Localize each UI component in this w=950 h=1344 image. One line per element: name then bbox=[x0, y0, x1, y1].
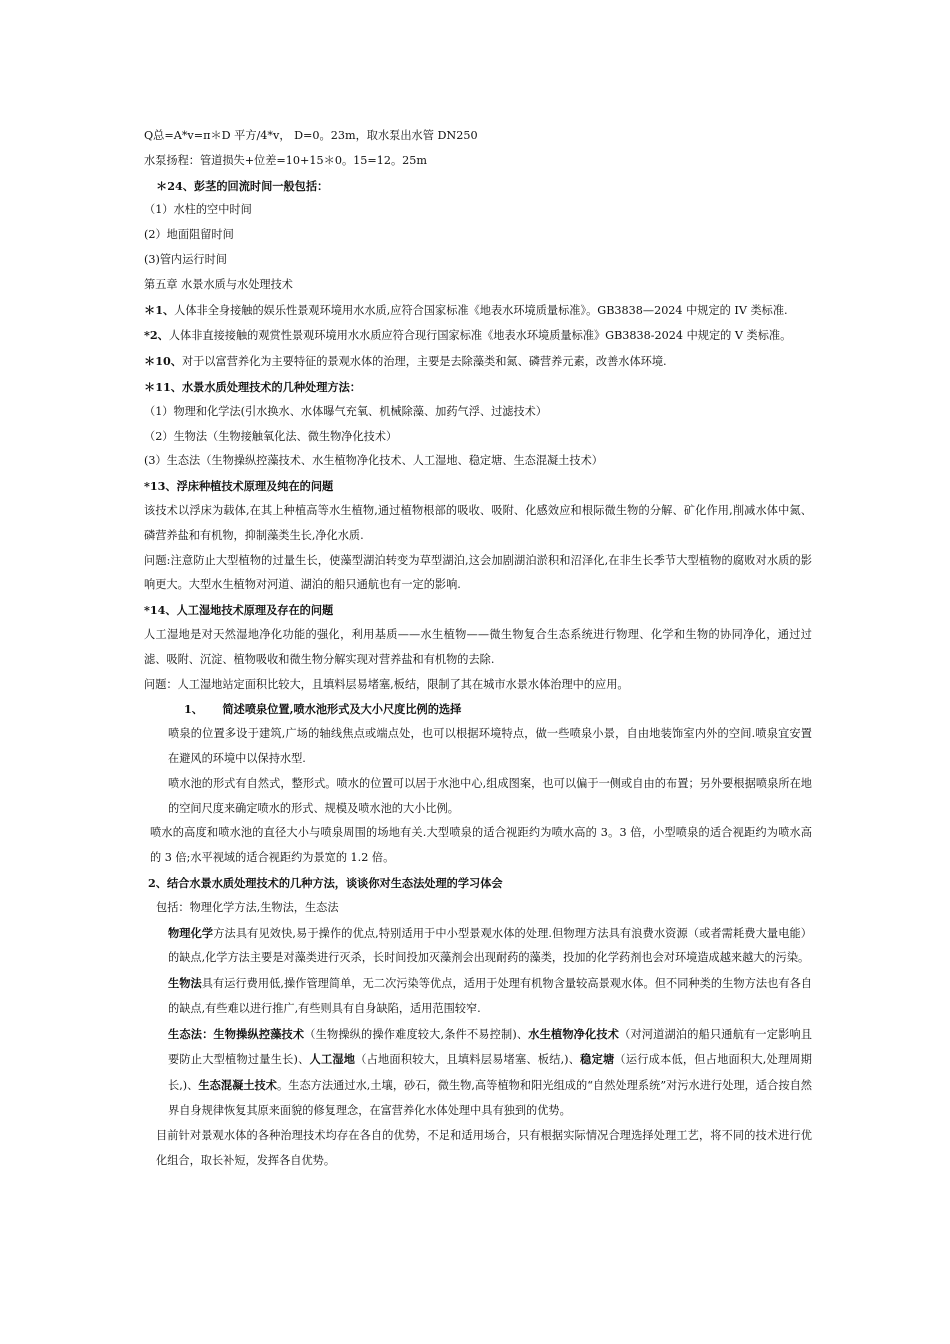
list-item: (3）生态法（生物操纵控藻技术、水生植物净化技术、人工湿地、稳定塘、生态混凝土技术） bbox=[144, 454, 603, 468]
term-label: 生态混凝土技术 bbox=[198, 1078, 277, 1093]
question-heading: 2、结合水景水质处理技术的几种方法，谈谈你对生态法处理的学习体会 bbox=[148, 875, 503, 890]
term-body: （对河道湖泊的船只通航有一定影响且要防止大型植物过量生长)、 bbox=[168, 1027, 812, 1067]
text-paragraph bbox=[144, 349, 812, 375]
item-number: *2、 bbox=[144, 328, 169, 343]
text-line: 包括：物理化学方法,生物法，生态法 bbox=[156, 900, 339, 914]
text-paragraph: 喷水池的形式有自然式，整形式。喷水的位置可以居于水池中心,组成图案，也可以偏于一侧或自由的布置；另外要根据喷泉所在地的空间尺度来确定喷水的形式、规模及喷水池的大小比例。 bbox=[168, 776, 812, 815]
text-paragraph: 问题:注意防止大型植物的过量生长，使藻型湖泊转变为草型湖泊,这会加剧湖泊淤积和沼泽化,在非生长季节大型植物的腐败对水质的影响更大。大型水生植物对河道、湖泊的船只通航也有一定的影响. bbox=[144, 553, 812, 592]
document-page bbox=[144, 124, 812, 1173]
text-paragraph: 问题：人工湿地站定面积比较大，且填料层易堵塞,板结，限制了其在城市水景水体治理中的应用。 bbox=[144, 677, 629, 691]
list-item: (2）地面阻留时间 bbox=[144, 228, 234, 242]
term-body: （占地面积较大，且填料层易堵塞、板结,)、 bbox=[355, 1053, 581, 1067]
term-label: 生物法 bbox=[168, 976, 202, 991]
term-label: 稳定塘 bbox=[580, 1052, 615, 1067]
term-label: 水生植物净化技术 bbox=[528, 1026, 620, 1041]
text-paragraph bbox=[144, 1022, 812, 1124]
text-line: Q总=A*v=π＊D 平方/4*v， D=0。23m，取水泵出水管 DN250 bbox=[144, 129, 478, 142]
list-item: （1）物理和化学法(引水换水、水体曝气充氧、机械除藻、加药气浮、过滤技术） bbox=[144, 404, 548, 418]
question-heading: ＊11、水景水质处理技术的几种处理方法： bbox=[144, 379, 361, 394]
text-paragraph bbox=[144, 298, 812, 324]
item-number: ＊1、 bbox=[144, 302, 175, 317]
term-label: 生态法：生物操纵控藻技术 bbox=[168, 1026, 305, 1041]
text-paragraph: 该技术以浮床为载体,在其上种植高等水生植物,通过植物根部的吸收、吸附、化感效应和根际微生物的分解、矿化作用,削减水体中氮、磷营养盐和有机物，抑制藻类生长,净化水质. bbox=[144, 503, 812, 542]
term-body: 。生态方法通过水,土壤，砂石，微生物,高等植物和阳光组成的“自然处理系统”对污水进行处理，适合按自然界自身规律恢复其原来面貌的修复理念，在富营养化水体处理中具有独到的优势。 bbox=[168, 1079, 812, 1118]
text-line: 水泵扬程：管道损失+位差=10+15＊0。15=12。25m bbox=[144, 153, 428, 167]
text-paragraph bbox=[144, 323, 812, 349]
text-paragraph: 喷泉的位置多设于建筑,广场的轴线焦点或端点处，也可以根据环境特点，做一些喷泉小景，自由地装饰室内外的空间.喷泉宜安置在避风的环境中以保持水型. bbox=[168, 727, 812, 765]
term-body: 方法具有见效快,易于操作的优点,特别适用于中小型景观水体的处理.但物理方法具有浪费水资源（或者需耗费大量电能）的缺点,化学方法主要是对藻类进行灭杀，长时间投加灭藻剂会出现耐药的藻类，投加的化学药剂也会对环境造成越来越大的污染。 bbox=[168, 926, 812, 965]
item-text: 对于以富营养化为主要特征的景观水体的治理，主要是去除藻类和氮、磷营养元素，改善水体环境. bbox=[181, 355, 667, 369]
text-paragraph: 喷水的高度和喷水池的直径大小与喷泉周围的场地有关.大型喷泉的适合视距约为喷水高的 3。3 倍，小型喷泉的适合视距约为喷水高的 3 倍;水平视域的适合视距约为景宽的 1.2 倍。 bbox=[150, 826, 812, 865]
list-item: （2）生物法（生物接触氧化法、微生物净化技术） bbox=[144, 429, 398, 443]
item-text: 简述喷泉位置,喷水池形式及大小尺度比例的选择 bbox=[222, 702, 462, 717]
question-heading bbox=[144, 697, 812, 722]
term-label: 物理化学 bbox=[168, 925, 214, 940]
question-heading: *13、浮床种植技术原理及纯在的问题 bbox=[144, 479, 334, 494]
item-text: 人体非直接接触的观赏性景观环境用水水质应符合现行国家标准《地表水环境质量标准》GB3838-2024 中规定的 V 类标准。 bbox=[168, 329, 792, 343]
question-heading: ＊24、彭茎的回流时间一般包括： bbox=[156, 178, 329, 193]
text-paragraph bbox=[144, 921, 812, 972]
term-body: 具有运行费用低,操作管理简单，无二次污染等优点，适用于处理有机物含量较高景观水体。但不同种类的生物方法也有各自的缺点,有些难以进行推广,有些则具有自身缺陷，适用范围较窄. bbox=[168, 977, 812, 1015]
list-item: （1）水柱的空中时间 bbox=[144, 203, 252, 217]
item-number: ＊10、 bbox=[144, 354, 182, 369]
text-paragraph: 目前针对景观水体的各种治理技术均存在各自的优势，不足和适用场合，只有根据实际情况合理选择处理工艺，将不同的技术进行优化组合，取长补短，发挥各自优势。 bbox=[156, 1128, 812, 1167]
text-paragraph bbox=[144, 971, 812, 1022]
list-item: (3)管内运行时间 bbox=[144, 252, 227, 266]
term-body: （生物操纵的操作难度较大,条件不易控制)、 bbox=[304, 1027, 529, 1041]
term-label: 人工湿地 bbox=[309, 1052, 356, 1067]
question-heading: *14、人工湿地技术原理及存在的问题 bbox=[144, 603, 334, 618]
chapter-title: 第五章 水景水质与水处理技术 bbox=[144, 277, 293, 291]
term-body: （运行成本低，但占地面积大,处理周期长,)、 bbox=[168, 1053, 812, 1093]
item-text: 人体非全身接触的娱乐性景观环境用水水质,应符合国家标准《地表水环境质量标准》。GB3838—2024 中规定的 IV 类标准. bbox=[174, 303, 788, 317]
item-number: 1、 bbox=[184, 702, 203, 717]
text-paragraph: 人工湿地是对天然湿地净化功能的强化，利用基质——水生植物——微生物复合生态系统进行物理、化学和生物的协同净化，通过过滤、吸附、沉淀、植物吸收和微生物分解实现对营养盐和有机物的去除. bbox=[144, 627, 812, 666]
